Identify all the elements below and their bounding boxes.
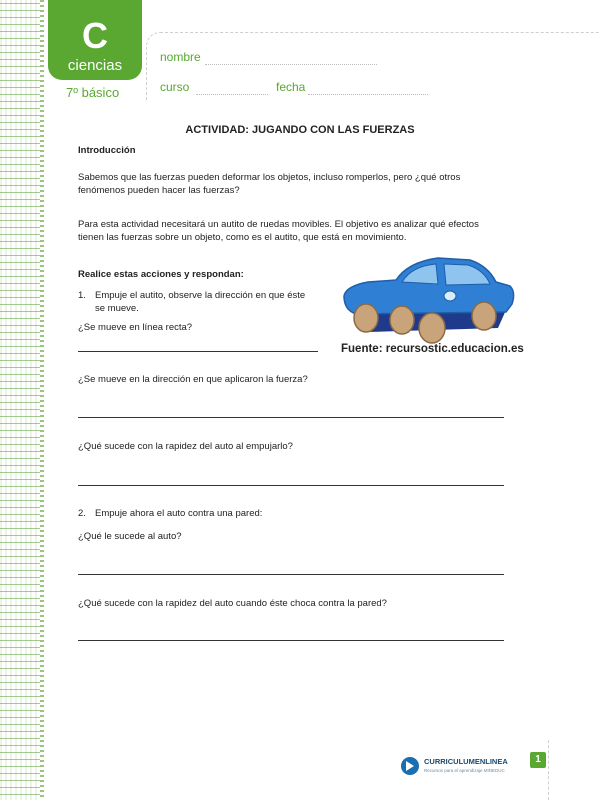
page-number: 1 [530,752,546,768]
date-label: fecha [276,80,306,94]
question-2: ¿Se mueve en la dirección en que aplicaron la fuerza? [78,374,308,385]
activity-title: ACTIVIDAD: JUGANDO CON LAS FUERZAS [185,124,415,136]
intro-paragraph-1-line-1: Sabemos que las fuerzas pueden deformar los objetos, incluso romperlos, pero ¿qué otros [78,172,461,183]
answer-line-1[interactable] [78,351,318,352]
question-4: ¿Qué le sucede al auto? [78,531,182,542]
name-field[interactable] [205,64,377,65]
answer-line-5[interactable] [78,640,504,641]
intro-paragraph-2-line-1: Para esta actividad necesitará un autito de ruedas movibles. El objetivo es analizar qué efectos [78,219,479,230]
grade-label: 7º básico [66,85,120,100]
car-wheel-front-right [472,302,496,330]
step-2-text: Empuje ahora el auto contra una pared: [95,508,263,519]
subject-letter: C [82,15,108,56]
decorative-strip-edge [40,0,44,800]
student-info-box [146,32,599,101]
instructions-heading: Realice estas acciones y respondan: [78,269,244,280]
footer-tagline: Recursos para el aprendizaje MINEDUC [424,768,505,773]
answer-line-4[interactable] [78,574,504,575]
question-1: ¿Se mueve en línea recta? [78,322,193,333]
answer-line-2[interactable] [78,417,504,418]
step-1-line-2: se mueve. [95,303,139,314]
car-headlight [444,291,456,301]
question-5: ¿Qué sucede con la rapidez del auto cuando éste choca contra la pared? [78,598,387,609]
footer-brand: CURRICULUMENLINEA [424,757,508,766]
name-label: nombre [160,50,201,64]
intro-heading: Introducción [78,145,136,156]
footer-divider [548,740,549,800]
course-field[interactable] [196,94,268,95]
answer-line-3[interactable] [78,485,504,486]
intro-paragraph-2-line-2: tienen las fuerzas sobre un objeto, como es el autito, que está en movimiento. [78,232,407,243]
car-wheel-rear-left [354,304,378,332]
image-source-caption: Fuente: recursostic.educacion.es [341,343,524,355]
step-1-number: 1. [78,290,86,301]
subject-badge [48,0,142,80]
car-wheel-rear-right [390,306,414,334]
decorative-strip [0,0,44,800]
question-3: ¿Qué sucede con la rapidez del auto al empujarlo? [78,441,293,452]
intro-paragraph-1-line-2: fenómenos pueden hacer las fuerzas? [78,185,240,196]
date-field[interactable] [308,94,428,95]
car-wheel-front-left [419,313,445,343]
step-1-line-1: Empuje el autito, observe la dirección en que éste [95,290,306,301]
subject-name: ciencias [67,57,123,74]
step-2-number: 2. [78,508,86,519]
course-label: curso [160,80,190,94]
toy-car-illustration [338,252,518,344]
